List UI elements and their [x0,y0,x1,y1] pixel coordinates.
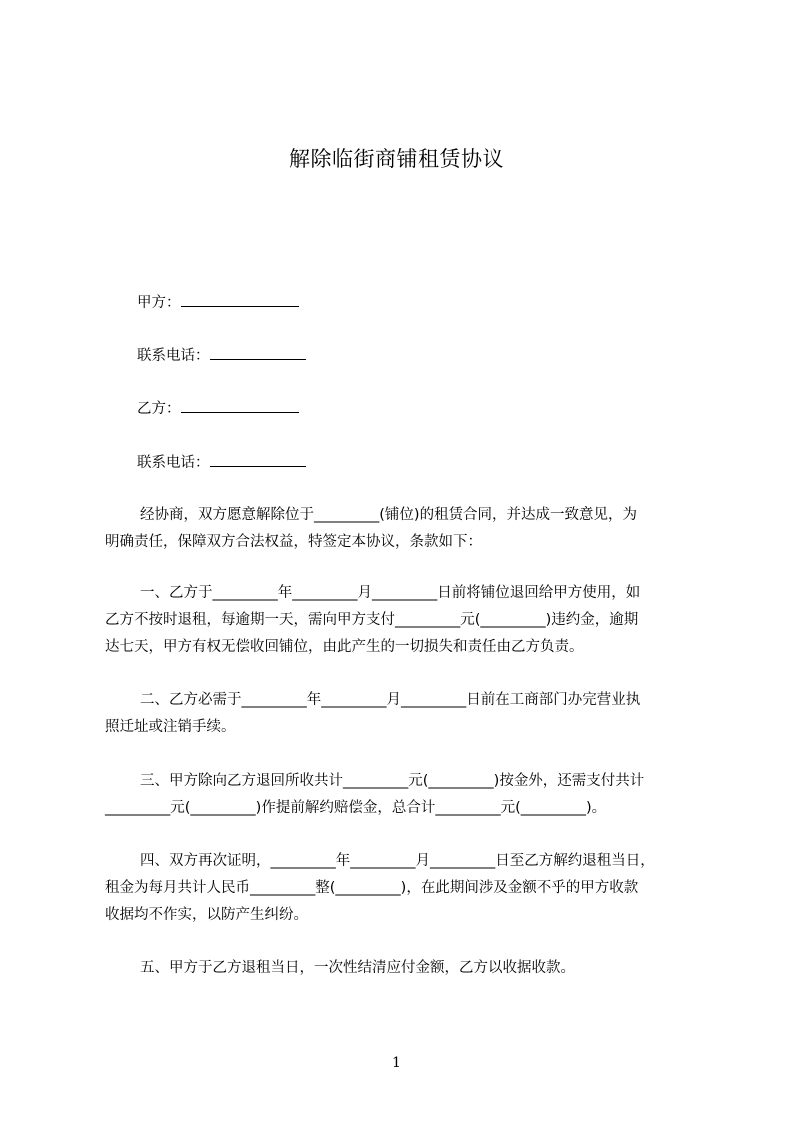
party-b-phone-blank[interactable] [210,452,306,467]
party-a-blank[interactable] [181,292,299,307]
party-b-line [137,398,299,419]
clause-3-line-2: _________元(_________)作提前解约赔偿金，总合计_________元(_________)。 [105,800,607,816]
clause-1-line-3: 达七天，甲方有权无偿收回铺位，由此产生的一切损失和责任由乙方负责。 [105,639,584,655]
clause-4-line-1: 四、双方再次证明，_________年_________月_________日至乙方解约退租当日， [140,853,655,869]
page-number: 1 [392,1055,401,1071]
party-a-phone-label: 联系电话： [137,348,210,364]
party-b-label: 乙方： [137,401,181,417]
party-a-phone-blank[interactable] [210,345,306,360]
clause-2-line-1: 二、乙方必需于_________年_________月_________日前在工商部门办完营业执 [140,692,641,708]
clause-5-line-1: 五、甲方于乙方退租当日，一次性结清应付金额，乙方以收据收款。 [140,960,575,976]
intro-line-1: 经协商，双方愿意解除位于_________(铺位)的租赁合同，并达成一致意见，为 [140,507,638,523]
intro-line-2: 明确责任，保障双方合法权益，特签定本协议，条款如下： [105,534,482,550]
party-b-phone-label: 联系电话： [137,455,210,471]
clause-3-line-1: 三、甲方除向乙方退回所收共计_________元(_________)按金外，还需支付共计 [140,773,645,789]
party-a-phone-line [137,345,306,366]
party-b-blank[interactable] [181,398,299,413]
clause-4-line-2: 租金为每月共计人民币_________整(_________)，在此期间涉及金额不乎的甲方收款 [105,880,639,896]
clause-1-line-2: 乙方不按时退租，每逾期一天，需向甲方支付_________元(_________)违约金，逾期 [105,612,639,628]
clause-1-line-1: 一、乙方于_________年_________月_________日前将铺位退回给甲方使用，如 [140,585,641,601]
document-title: 解除临街商铺租赁协议 [289,147,504,171]
party-a-line [137,292,299,313]
party-b-phone-line [137,452,306,473]
clause-4-line-3: 收据均不作实，以防产生纠纷。 [105,907,308,923]
party-a-label: 甲方： [137,295,181,311]
clause-2-line-2: 照迁址或注销手续。 [105,719,236,735]
